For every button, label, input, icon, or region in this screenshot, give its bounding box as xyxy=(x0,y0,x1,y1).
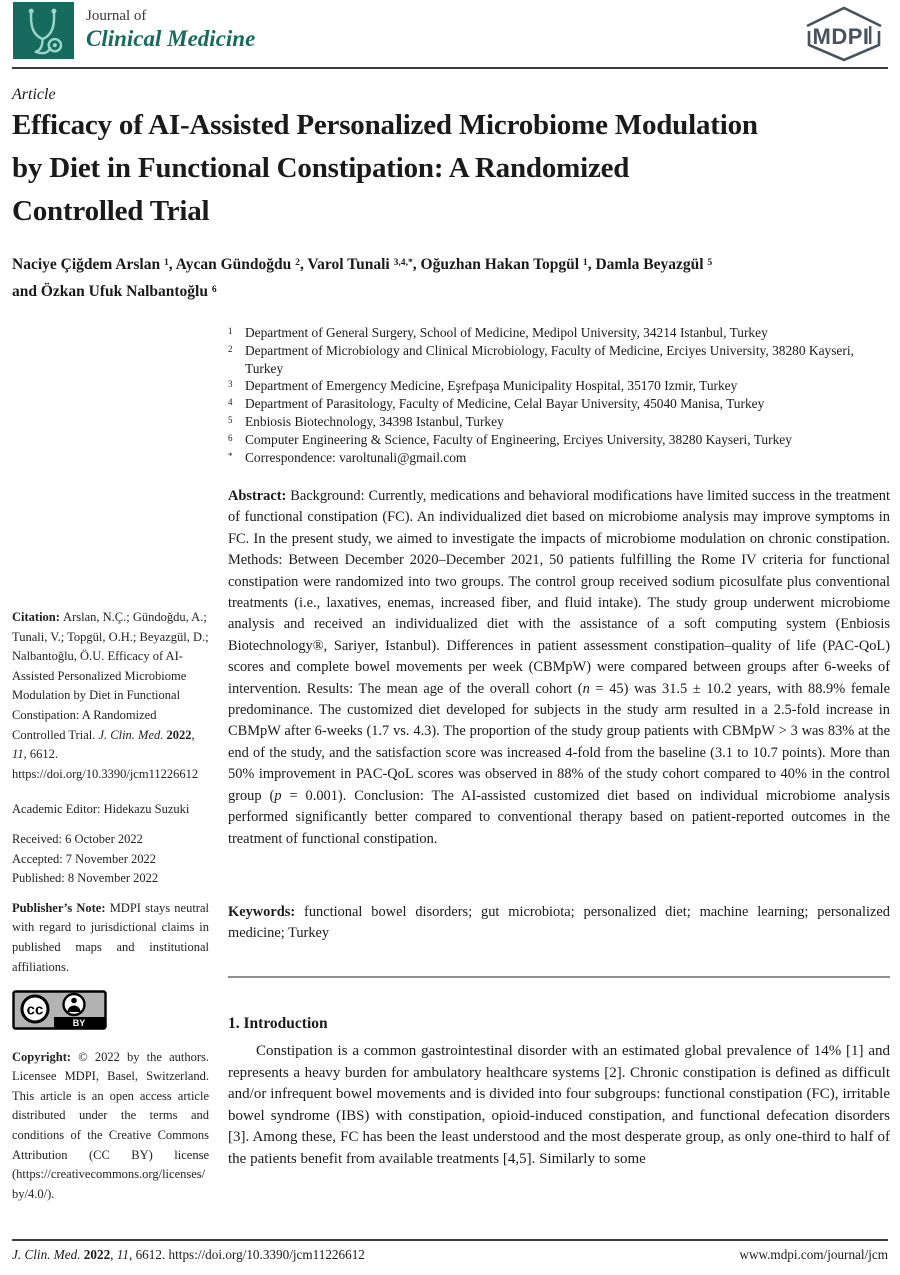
cc-by-icon xyxy=(12,990,107,1030)
affiliation-item xyxy=(228,342,892,378)
authors-line: Naciye Çiğdem Arslan $^1$, Aycan Gündoğdu $^2$, Varol Tunali $^{3,4,*}$, Oğuzhan Hakan Topgül $^1$, Damla Beyazgül $^5$ and Özkan Ufuk Nalbantoğlu $^6$ xyxy=(12,256,713,300)
affiliation-marker: 3 xyxy=(228,379,233,390)
affiliation-text: Correspondence: varoltunali@gmail.com xyxy=(245,449,467,465)
journal-name: Clinical Medicine xyxy=(86,26,256,51)
affiliation-text: Department of Emergency Medicine, Eşrefpaşa Municipality Hospital, 35170 Izmir, Turkey xyxy=(245,378,738,394)
affiliation-marker: 6 xyxy=(228,432,233,443)
introduction-heading: 1. Introduction xyxy=(228,1015,328,1032)
cc-letters: cc xyxy=(26,1001,44,1019)
publishers-note: Publisher’s Note: MDPI stays neutral with regard to jurisdictional claims in published maps and institutional affiliations. xyxy=(12,900,209,974)
abstract-paragraph: Abstract: Background: Currently, medications and behavioral modifications have limited success in the treatment of functional constipation (FC). An individualized diet based on microbiome analysis may improve symptoms in FC. In the present study, we aimed to investigate the impacts of microbiome modulation on chronic constipation. Methods: Between December 2020–December 2021, 50 patients fulfilling the Rome IV criteria for functional constipation were randomized into two groups. The control group received sodium picosulfate plus conventional treatments (i.e., laxatives, enemas, increased fiber, and fluid intake). The study group underwent microbiome analysis and received an individualized diet with the assistance of a soft computing system (Enbiosis Biotechnology®, Sariyer, Istanbul). Differences in patient assessment constipation–quality of life (PAC-QoL) scores and complete bowel movements per week (CBMpW) were compared between groups after 6-weeks of intervention. Results: The mean age of the overall cohort (n = 45) was 31.5 ± 10.2 years, with 88.9% female predominance. The customized diet developed for subjects in the study arm resulted in a 2.5-fold increase in CBMpW after 6-weeks (1.7 vs. 4.3). The proportion of the study group patients with CBMpW > 3 was 83% at the end of the study, and the satisfaction score was increased 4-fold from the baseline (3.1 to 10.7 points). More than 50% improvement in PAC-QoL scores was observed in 88% of the study cohort compared to 40% in the control group (p = 0.001). Conclusion: The AI-assisted customized diet based on individual microbiome analysis performed significantly better compared to conventional therapy based on patient-reported outcomes in the treatment of functional constipation. xyxy=(228,488,891,847)
introduction-paragraph: Constipation is a common gastrointestinal disorder with an estimated global prevalence of 14% [1] and represents a heavy burden for ambulatory healthcare systems [2]. Chronic constipation is defined as difficult and/or infrequent bowel movements and is divided into four subgroups: functional constipation (FC), irritable bowel syndrome (IBS) with constipation, opioid-induced constipation, and functional defecation disorders [3]. Among these, FC has been the least understood and the most desperate group, as only one-third to half of the patients benefit from available treatments [4,5]. Similarly to some xyxy=(228,1043,890,1167)
article-metadata-sidebar xyxy=(12,608,209,1204)
citation-block: Citation: Arslan, N.Ç.; Gündoğdu, A.; Tunali, V.; Topgül, O.H.; Beyazgül, D.; Nalbantoğlu, Ö.U. Efficacy of AI-Assisted Personalized Microbiome Modulation by Diet in Functional Constipation: A Randomized Controlled Trial. J. Clin. Med. 2022, 11, 6612. https://doi.org/10.3390/jcm11226612 xyxy=(12,610,209,781)
affiliation-marker: 4 xyxy=(228,397,233,408)
page-title: Efficacy of AI-Assisted Personalized Microbiome Modulation by Diet in Functional Constipation: A Randomized Controlled Trial xyxy=(12,109,758,227)
affiliation-item xyxy=(228,377,892,395)
article-type-label: Article xyxy=(12,86,56,103)
affiliations-list xyxy=(228,324,892,466)
mdpi-label: MDPI xyxy=(812,24,870,49)
footer-citation[interactable]: J. Clin. Med. 2022, 11, 6612. https://doi.org/10.3390/jcm11226612 xyxy=(12,1247,365,1262)
affiliation-text: Computer Engineering & Science, Faculty of Engineering, Erciyes University, 38280 Kayseri, Turkey xyxy=(245,431,792,447)
header-divider xyxy=(12,67,888,69)
cc-by-license-badge[interactable] xyxy=(12,990,209,1037)
by-letters: BY xyxy=(72,1018,86,1029)
affiliation-item xyxy=(228,413,892,431)
affiliation-item xyxy=(228,431,892,449)
affiliation-item xyxy=(228,324,892,342)
mdpi-hexagon-icon xyxy=(800,5,888,63)
affiliation-text: Department of General Surgery, School of Medicine, Medipol University, 34214 Istanbul, Turkey xyxy=(245,325,768,340)
footer-divider xyxy=(12,1239,888,1241)
published-date: Published: 8 November 2022 xyxy=(12,871,159,886)
affiliation-text: Department of Microbiology and Clinical Microbiology, Faculty of Medicine, Erciyes University, 38280 Kayseri, Turkey xyxy=(245,342,854,376)
affiliation-marker: 2 xyxy=(228,343,233,354)
article-dates xyxy=(12,830,209,889)
journal-prefix: Journal of xyxy=(86,8,147,24)
affiliation-text: Department of Parasitology, Faculty of Medicine, Celal Bayar University, 45040 Manisa, Turkey xyxy=(245,396,765,412)
affiliation-marker: * xyxy=(228,450,233,461)
academic-editor: Academic Editor: Hidekazu Suzuki xyxy=(12,802,190,817)
affiliation-marker: 5 xyxy=(228,414,233,425)
journal-logo xyxy=(13,2,74,59)
affiliation-text: Enbiosis Biotechnology, 34398 Istanbul, Turkey xyxy=(245,413,504,429)
copyright-block: Copyright: © 2022 by the authors. Licensee MDPI, Basel, Switzerland. This article is an open access article distributed under the terms and conditions of the Creative Commons Attribution (CC BY) license (https://creativecommons.org/licenses/by/4.0/). xyxy=(12,1049,209,1201)
accepted-date: Accepted: 7 November 2022 xyxy=(12,851,157,866)
section-divider xyxy=(228,976,890,978)
footer-journal-url[interactable]: www.mdpi.com/journal/jcm xyxy=(739,1247,888,1262)
stethoscope-icon xyxy=(17,5,70,57)
mdpi-logo xyxy=(800,5,888,68)
affiliation-item xyxy=(228,395,892,413)
keywords-paragraph: Keywords: functional bowel disorders; gut microbiota; personalized diet; machine learning; personalized medicine; Turkey xyxy=(228,904,890,942)
received-date: Received: 6 October 2022 xyxy=(12,831,143,846)
affiliation-item xyxy=(228,449,892,467)
affiliation-marker: 1 xyxy=(228,326,233,336)
